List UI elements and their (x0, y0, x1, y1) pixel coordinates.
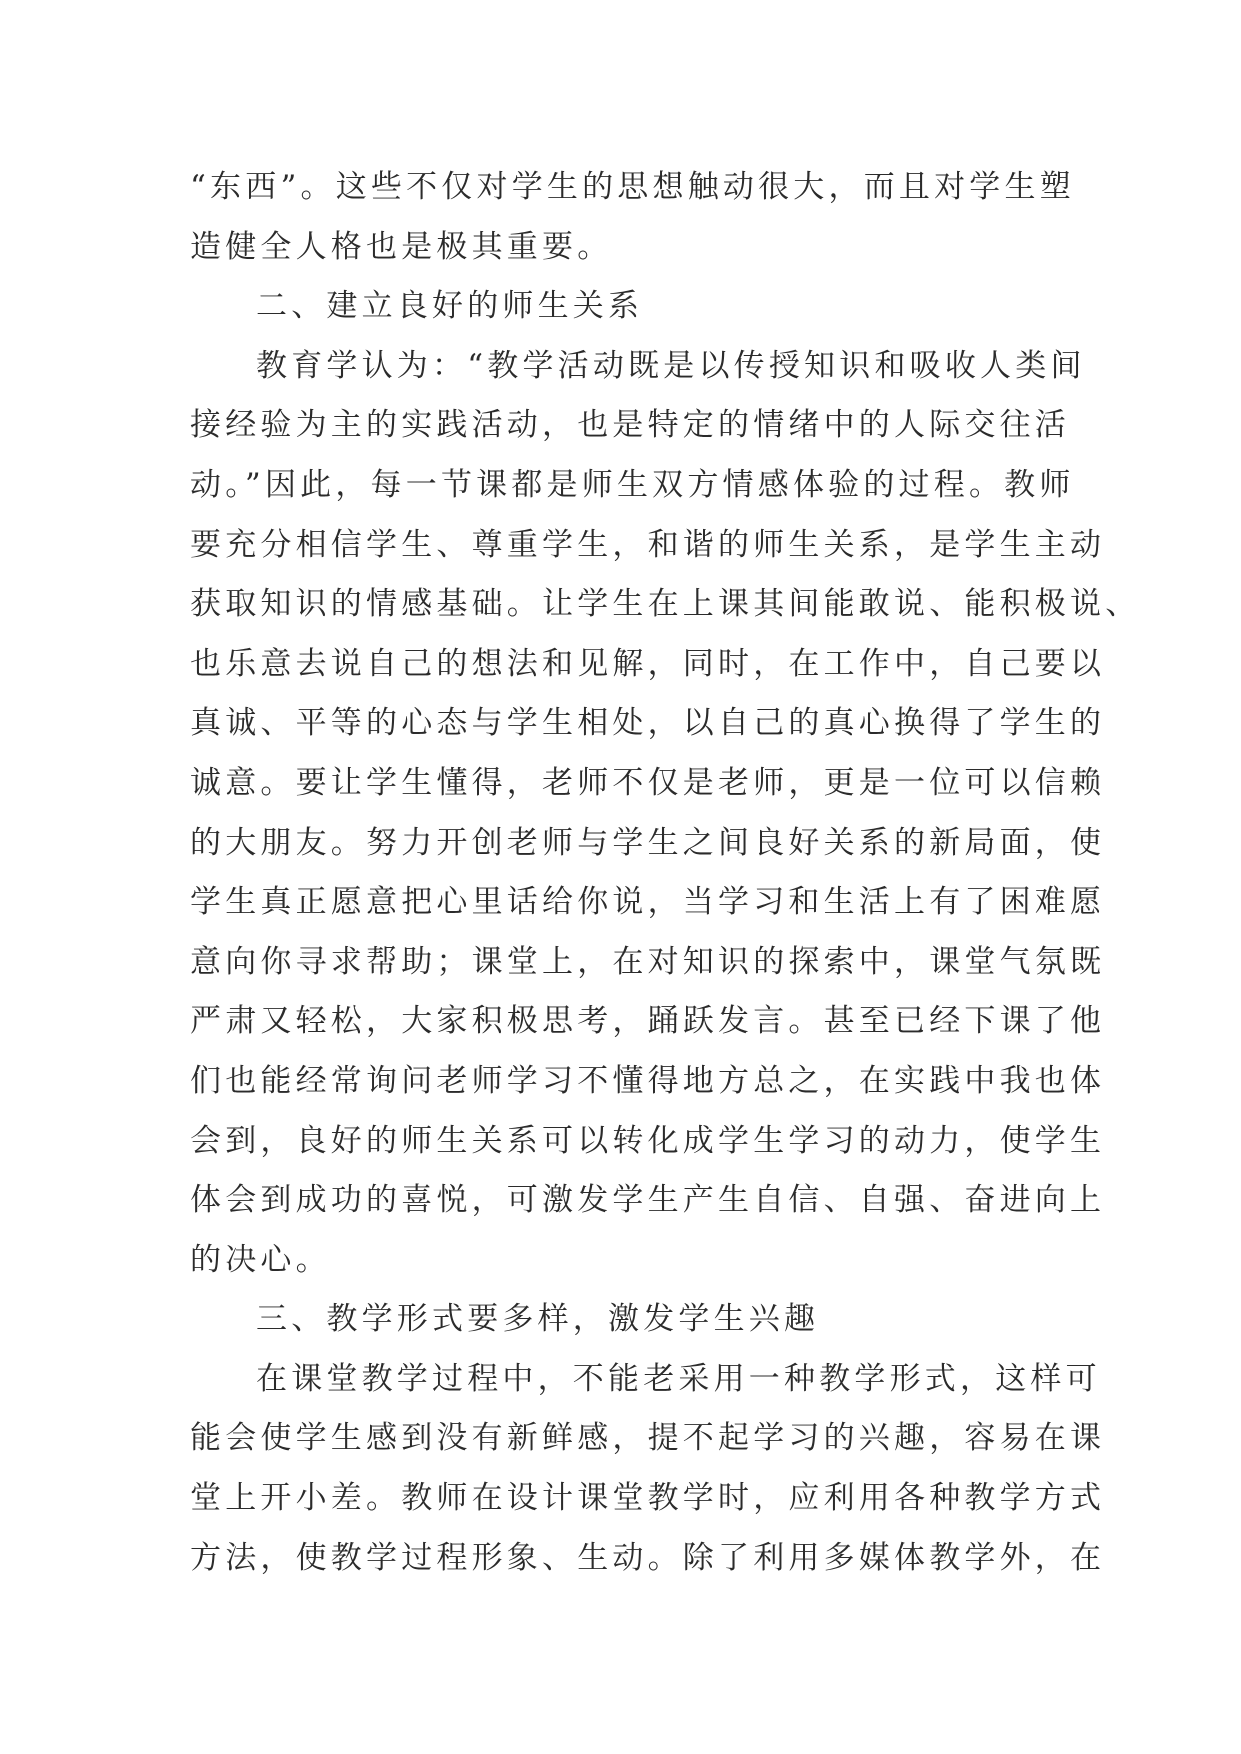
text-line: 学生真正愿意把心里话给你说，当学习和生活上有了困难愿 (190, 884, 1106, 921)
text-line: 堂上开小差。教师在设计课堂教学时，应利用各种教学方式 (190, 1480, 1106, 1517)
text-line: 意向你寻求帮助；课堂上，在对知识的探索中，课堂气氛既 (190, 943, 1106, 980)
text-line: 的决心。 (190, 1241, 331, 1278)
text-line: 要充分相信学生、尊重学生，和谐的师生关系，是学生主动 (190, 526, 1106, 563)
text-line: 会到，良好的师生关系可以转化成学生学习的动力，使学生 (190, 1122, 1106, 1159)
text-line: 体会到成功的喜悦，可激发学生产生自信、自强、奋进向上 (190, 1182, 1106, 1219)
text-line: 真诚、平等的心态与学生相处，以自己的真心换得了学生的 (190, 705, 1106, 742)
text-line: 也乐意去说自己的想法和见解，同时，在工作中，自己要以 (190, 645, 1106, 682)
text-line: 们也能经常询问老师学习不懂得地方总之，在实践中我也体 (190, 1062, 1106, 1099)
text-line: 诚意。要让学生懂得，老师不仅是老师，更是一位可以信赖 (190, 764, 1106, 801)
text-line: 动。”因此，每一节课都是师生双方情感体验的过程。教师 (190, 466, 1075, 503)
text-line: 的大朋友。努力开创老师与学生之间良好关系的新局面，使 (190, 824, 1106, 861)
text-line: “东西”。这些不仅对学生的思想触动很大，而且对学生塑 (190, 169, 1075, 205)
text-line: 获取知识的情感基础。让学生在上课其间能敢说、能积极说、 (190, 586, 1141, 623)
text-line: 教育学认为：“教学活动既是以传授知识和吸收人类间 (256, 347, 1086, 384)
text-line: 造健全人格也是极其重要。 (190, 228, 613, 265)
section-heading: 二、建立良好的师生关系 (256, 288, 644, 325)
text-line: 方法，使教学过程形象、生动。除了利用多媒体教学外，在 (190, 1539, 1106, 1576)
text-line: 在课堂教学过程中，不能老采用一种教学形式，这样可 (256, 1360, 1101, 1397)
text-line: 严肃又轻松，大家积极思考，踊跃发言。甚至已经下课了他 (190, 1003, 1106, 1040)
text-line: 接经验为主的实践活动，也是特定的情绪中的人际交往活 (190, 407, 1070, 444)
section-heading: 三、教学形式要多样，激发学生兴趣 (256, 1301, 820, 1338)
text-line: 能会使学生感到没有新鲜感，提不起学习的兴趣，容易在课 (190, 1420, 1106, 1457)
body-text (190, 158, 1141, 1588)
